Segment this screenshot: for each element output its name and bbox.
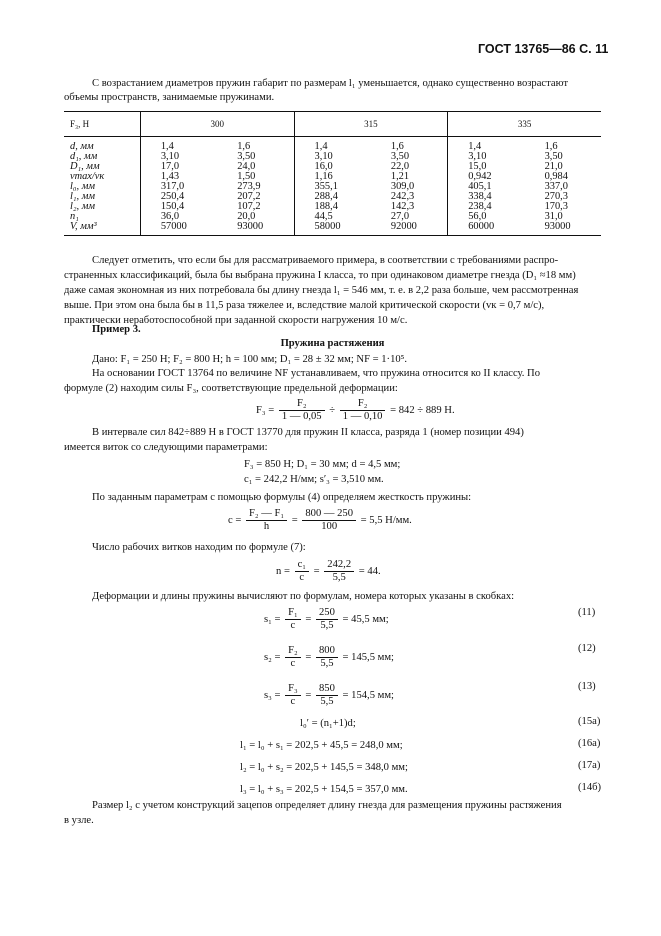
- spring-comparison-table: [64, 111, 601, 236]
- table-cell: 288,4: [294, 192, 371, 202]
- paragraph-line: выше. При этом она была бы в 11,5 раза тяжелее и, вследствие малой критической скорости (vк = 0,7 м/с),: [64, 300, 545, 311]
- table-cell: 1,6: [390, 141, 404, 152]
- eq-numerator: F₂: [285, 645, 301, 658]
- table-row-label: l₁, мм: [70, 191, 95, 202]
- table-cell: 92000: [371, 222, 448, 236]
- equation-number: (11): [578, 607, 596, 618]
- equation-11: [264, 607, 389, 632]
- table-cell: 93000: [525, 222, 601, 236]
- table-cell: 3,50: [544, 151, 563, 162]
- equation-number: (12): [578, 643, 596, 654]
- table-cell: 242,3: [390, 191, 415, 202]
- eq-lhs: F₃ =: [256, 404, 275, 416]
- table-group-header: 315: [294, 112, 448, 137]
- table-cell: 60000: [448, 222, 525, 236]
- example-title: Пружина растяжения: [280, 338, 385, 349]
- paragraph-line: даже самая экономная из них потребовала бы длину гнезда l₁ = 546 мм, т. е. в 2,2 раза больше, чем рассмотренная: [64, 285, 579, 296]
- table-cell: 238,4: [448, 202, 525, 212]
- eq-numerator: F₂: [340, 398, 386, 411]
- table-cell: 1,16: [294, 172, 371, 182]
- equation-number: (16a): [578, 738, 601, 749]
- table-cell: 17,0: [140, 162, 217, 172]
- equation-c: [228, 508, 412, 533]
- eq-lhs: n =: [276, 565, 290, 577]
- table-cell: 250,4: [140, 192, 217, 202]
- paragraph-line: Следует отметить, что если бы для рассматриваемого примера, в соответствии с требованиями распро-: [92, 255, 559, 266]
- eq-numerator: 800: [316, 645, 338, 658]
- paragraph-line: В интервале сил 842÷889 Н в ГОСТ 13770 для пружин II класса, разряда 1 (номер позиции 494): [92, 427, 524, 438]
- paragraph-line: в узле.: [64, 815, 94, 826]
- table-cell: 1,21: [390, 171, 410, 182]
- eq-operator: ÷: [329, 404, 336, 416]
- table-cell: 3,10: [294, 152, 371, 162]
- table-cell: 1,6: [237, 141, 251, 152]
- eq-denominator: c: [299, 572, 305, 583]
- equation-number: (14б): [578, 782, 602, 793]
- equation-16a: l₁ = l₀ + s₁ = 202,5 + 45,5 = 248,0 мм;: [240, 740, 403, 751]
- table-row-label: d, мм: [70, 141, 94, 152]
- table-header-label: F₃, Н: [64, 112, 140, 137]
- table-cell: 1,6: [544, 141, 558, 152]
- params-line: F₃ = 850 Н; D₁ = 30 мм; d = 4,5 мм;: [244, 459, 401, 470]
- table-cell: 1,4: [140, 137, 217, 153]
- table-cell: 24,0: [237, 161, 256, 172]
- paragraph-line: По заданным параметрам с помощью формулы (4) определяем жесткость пружины:: [92, 492, 472, 503]
- example-label: Пример 3.: [92, 324, 141, 335]
- eq-lhs: s₃ =: [264, 689, 281, 701]
- table-cell: 56,0: [448, 212, 525, 222]
- table-cell: 338,4: [448, 192, 525, 202]
- eq-lhs: s₂ =: [264, 651, 281, 663]
- table-cell: 22,0: [390, 161, 410, 172]
- eq-rhs: = 154,5 мм;: [342, 689, 395, 701]
- table-cell: 57000: [140, 222, 217, 236]
- eq-numerator: c₁: [295, 559, 309, 572]
- eq-rhs: = 145,5 мм;: [342, 651, 395, 663]
- table-cell: 3,10: [448, 152, 525, 162]
- table-cell: 355,1: [294, 182, 371, 192]
- equation-13: [264, 683, 394, 708]
- table-cell: 3,10: [140, 152, 217, 162]
- eq-denominator: 1 — 0,10: [342, 411, 383, 422]
- eq-numerator: 850: [316, 683, 338, 696]
- table-cell: 31,0: [544, 211, 563, 222]
- page-header: ГОСТ 13765—86 С. 11: [478, 42, 609, 56]
- eq-numerator: F₂ — F₁: [246, 508, 287, 521]
- paragraph-line: страненных классификаций, была бы выбрана пружина I класса, то при одинаковом диаметре гнезда (D₁ ≈18 мм): [64, 270, 576, 281]
- paragraph-line: Деформации и длины пружины вычисляют по формулам, номера которых указаны в скобках:: [92, 591, 515, 602]
- eq-lhs: s₁ =: [264, 613, 281, 625]
- table-cell: 309,0: [390, 181, 415, 192]
- table-cell: 1,50: [237, 171, 256, 182]
- table-cell: 207,2: [237, 191, 261, 202]
- table-row-label: n₁: [70, 211, 79, 222]
- eq-denominator: 1 — 0,05: [281, 411, 322, 422]
- eq-rhs: = 842 ÷ 889 Н.: [390, 404, 455, 416]
- eq-lhs: c =: [228, 514, 242, 526]
- eq-operator: =: [305, 613, 312, 625]
- table-cell: 142,3: [390, 201, 415, 212]
- table-row-label: d₁, мм: [70, 151, 98, 162]
- table-cell: 1,4: [294, 137, 371, 153]
- equation-17a: l₂ = l₀ + s₂ = 202,5 + 145,5 = 348,0 мм;: [240, 762, 408, 773]
- eq-denominator: h: [263, 521, 270, 532]
- table-row-label: l₂, мм: [70, 201, 95, 212]
- table-cell: 16,0: [294, 162, 371, 172]
- paragraph-line: На основании ГОСТ 13764 по величине NF устанавливаем, что пружина относится ко II классу. По: [92, 368, 541, 379]
- table-cell: 27,0: [390, 211, 410, 222]
- table-cell: 15,0: [448, 162, 525, 172]
- eq-numerator: F₁: [285, 607, 301, 620]
- paragraph-line: объемы пространств, занимаемые пружинами.: [64, 92, 275, 103]
- eq-rhs: = 45,5 мм;: [342, 613, 389, 625]
- table-row-label: D₁, мм: [70, 161, 100, 172]
- table-cell: 3,50: [390, 151, 410, 162]
- eq-denominator: 5,5: [320, 696, 334, 707]
- table-cell: 273,9: [237, 181, 261, 192]
- table-cell: 3,50: [237, 151, 256, 162]
- table-row: [64, 137, 601, 153]
- table-row-label: vmax/vк: [70, 171, 105, 182]
- equation-15a: l₀′ = (n₁+1)d;: [300, 718, 356, 729]
- table-cell: 44,5: [294, 212, 371, 222]
- table-group-header: 300: [140, 112, 294, 137]
- paragraph-line: Число рабочих витков находим по формуле (7):: [92, 542, 306, 553]
- eq-denominator: 5,5: [320, 658, 334, 669]
- equation-number: (17a): [578, 760, 601, 771]
- eq-denominator: 5,5: [320, 620, 334, 631]
- eq-denominator: c: [290, 620, 296, 631]
- equation-14b: l₃ = l₀ + s₃ = 202,5 + 154,5 = 357,0 мм.: [240, 784, 408, 795]
- table-cell: 58000: [294, 222, 371, 236]
- table-cell: 0,942: [448, 172, 525, 182]
- paragraph-line: формуле (2) находим силы F₃, соответствующие предельной деформации:: [64, 383, 398, 394]
- given-data: Дано: F₁ = 250 Н; F₂ = 800 Н; h = 100 мм; D₁ = 28 ± 32 мм; NF = 1·10⁵.: [92, 354, 408, 365]
- table-group-header: 335: [448, 112, 601, 137]
- table-row-label: l₀, мм: [70, 181, 95, 192]
- eq-numerator: F₃: [285, 683, 301, 696]
- table-cell: 1,43: [140, 172, 217, 182]
- table-cell: 0,984: [544, 171, 568, 182]
- eq-operator: =: [313, 565, 320, 577]
- params-line: c₁ = 242,2 Н/мм; s′₃ = 3,510 мм.: [244, 474, 384, 485]
- eq-rhs: = 5,5 Н/мм.: [360, 514, 412, 526]
- eq-denominator: 100: [321, 521, 338, 532]
- table-row: [64, 222, 601, 236]
- eq-denominator: 5,5: [332, 572, 346, 583]
- paragraph-line: имеется виток со следующими параметрами:: [64, 442, 268, 453]
- eq-denominator: c: [290, 696, 296, 707]
- table-row-label: V, мм³: [64, 222, 140, 236]
- paragraph-line: С возрастанием диаметров пружин габарит по размерам l₁ уменьшается, однако существенно возрастают: [92, 78, 568, 89]
- eq-numerator: 250: [316, 607, 338, 620]
- table-cell: 317,0: [140, 182, 217, 192]
- equation-n: [276, 559, 381, 584]
- table-body: [64, 137, 601, 236]
- equation-number: (15a): [578, 716, 601, 727]
- eq-rhs: = 44.: [358, 565, 381, 577]
- table-cell: 93000: [217, 222, 294, 236]
- table-cell: 107,2: [237, 201, 261, 212]
- table-cell: 337,0: [544, 181, 568, 192]
- table-cell: 405,1: [448, 182, 525, 192]
- equation-12: [264, 645, 394, 670]
- equation-f3: [256, 398, 455, 423]
- table-cell: 170,3: [544, 201, 568, 212]
- table-cell: 21,0: [544, 161, 563, 172]
- eq-numerator: 800 — 250: [302, 508, 356, 521]
- table-cell: 270,3: [544, 191, 568, 202]
- paragraph-line: практически неработоспособной при заданной скорости нагружения 10 м/с.: [64, 315, 408, 326]
- table-cell: 1,4: [448, 137, 525, 153]
- table-cell: 20,0: [237, 211, 256, 222]
- paragraph-line: Размер l₂ с учетом конструкций зацепов определяет длину гнезда для размещения пружины растяжения: [92, 800, 562, 811]
- eq-operator: =: [305, 689, 312, 701]
- eq-denominator: c: [290, 658, 296, 669]
- eq-numerator: F₂: [279, 398, 325, 411]
- equation-number: (13): [578, 681, 596, 692]
- table-cell: 188,4: [294, 202, 371, 212]
- eq-operator: =: [305, 651, 312, 663]
- table-cell: 150,4: [140, 202, 217, 212]
- table-cell: 36,0: [140, 212, 217, 222]
- eq-numerator: 242,2: [324, 559, 354, 572]
- eq-operator: =: [291, 514, 298, 526]
